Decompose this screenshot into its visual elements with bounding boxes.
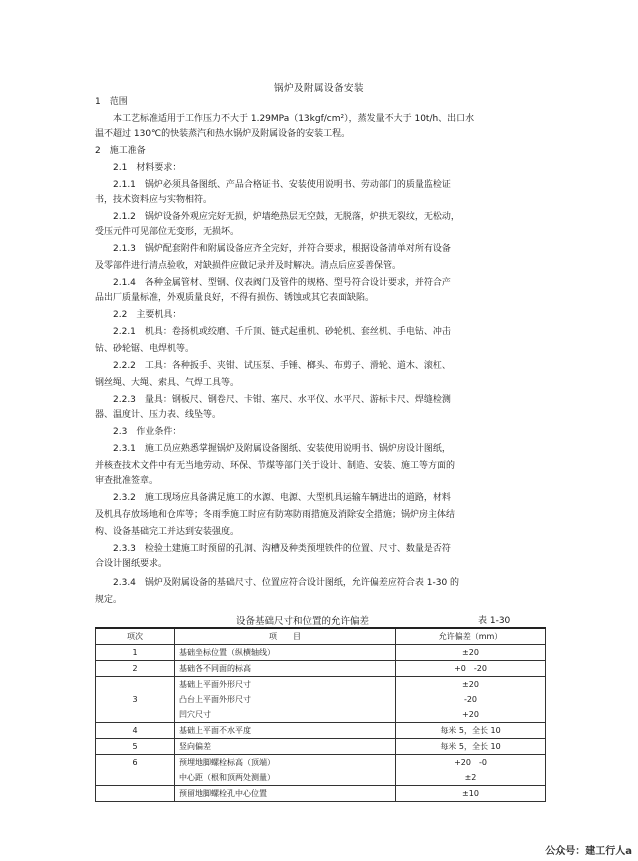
row-no: 5 bbox=[96, 739, 175, 755]
table-row bbox=[96, 723, 546, 739]
text-line: 及机具存放场地和仓库等；冬雨季施工时应有防寒防雨措施及消除安全措施；锅炉房主体结 bbox=[95, 510, 456, 520]
text-line: 2.2 主要机具： bbox=[95, 310, 182, 320]
text-line: 温不超过 130℃的快装蒸汽和热水锅炉及附属设备的安装工程。 bbox=[95, 129, 351, 139]
row-item: 基础各不同面的标高 bbox=[175, 661, 396, 677]
table-row bbox=[96, 739, 546, 755]
text-line: 受压元件可见部位无变形，无损坏。 bbox=[95, 227, 240, 237]
row-item: 凹穴尺寸 bbox=[175, 707, 396, 723]
row-item: 基础坐标位置（纵横轴线） bbox=[175, 645, 396, 661]
row-no bbox=[96, 786, 175, 802]
row-tolerance: -20 bbox=[396, 692, 546, 707]
tolerance-table bbox=[95, 627, 546, 802]
text-line: 器、温度计、压力表、线坠等。 bbox=[95, 410, 222, 420]
row-item: 预留地脚螺栓孔中心位置 bbox=[175, 786, 396, 802]
text-line: 2.1.2 锅炉设备外观应完好无损，炉墙绝热层无空鼓，无脱落，炉拱无裂纹，无松动， bbox=[95, 212, 460, 222]
watermark-footer: 公众号：建工行人a bbox=[545, 846, 632, 857]
text-line: 2.3.4 锅炉及附属设备的基础尺寸、位置应符合设计图纸，允许偏差应符合表 1-30 的 bbox=[95, 578, 460, 588]
row-item: 凸台上平面外形尺寸 bbox=[175, 692, 396, 707]
row-no: 3 bbox=[96, 677, 175, 723]
text-line: 2 施工准备 bbox=[95, 146, 146, 156]
text-line: 规定。 bbox=[95, 595, 123, 605]
text-line: 及零部件进行清点验收，对缺损件应做记录并及时解决。清点后应妥善保管。 bbox=[95, 261, 402, 271]
table-title: 设备基础尺寸和位置的允许偏差 bbox=[236, 616, 370, 627]
text-line: 钢丝绳、大绳、索具、气焊工具等。 bbox=[95, 378, 240, 388]
table-row bbox=[96, 755, 546, 771]
text-line: 钻、砂轮锯、电焊机等。 bbox=[95, 344, 195, 354]
text-line: 2.3 作业条件： bbox=[95, 427, 182, 437]
table-header-row bbox=[96, 628, 546, 645]
text-line: 2.2.1 机具：卷扬机或绞磨、千斤顶、链式起重机、砂轮机、套丝机、手电钻、冲击 bbox=[95, 327, 451, 337]
text-line: 2.2.3 量具：钢板尺、钢卷尺、卡钳、塞尺、水平仪、水平尺、游标卡尺、焊缝检测 bbox=[95, 395, 451, 405]
row-tolerance: +0 -20 bbox=[396, 661, 546, 677]
row-no: 1 bbox=[96, 645, 175, 661]
table-row bbox=[96, 786, 546, 802]
text-line: 并核查技术文件中有无当地劳动、环保、节煤等部门关于设计、制造、安装、施工等方面的 bbox=[95, 461, 456, 471]
row-item: 中心距（根和顶两处测量） bbox=[175, 770, 396, 786]
text-line: 本工艺标准适用于工作压力不大于 1.29MPa（13kgf/cm²），蒸发量不大于 10t/h、出口水 bbox=[95, 114, 475, 124]
row-item: 基础上平面不水平度 bbox=[175, 723, 396, 739]
header-no: 项次 bbox=[96, 628, 175, 645]
text-line: 1 范围 bbox=[95, 97, 128, 107]
row-tolerance: 每米 5，全长 10 bbox=[396, 723, 546, 739]
table-row bbox=[96, 677, 546, 693]
text-line: 2.2.2 工具：各种扳手、夹钳、试压泵、手锤、榔头、布剪子、滑轮、道木、滚杠、 bbox=[95, 361, 451, 371]
row-no: 4 bbox=[96, 723, 175, 739]
text-line: 合设计图纸要求。 bbox=[95, 559, 168, 569]
text-line: 构、设备基础完工并达到安装强度。 bbox=[95, 527, 240, 537]
row-tolerance: 每米 5，全长 10 bbox=[396, 739, 546, 755]
row-no: 6 bbox=[96, 755, 175, 786]
row-item: 预埋地脚螺栓标高（顶端） bbox=[175, 755, 396, 771]
text-line: 2.1.1 锅炉必须具备图纸、产品合格证书、安装使用说明书、劳动部门的质量监检证 bbox=[95, 180, 451, 190]
row-tolerance: ±10 bbox=[396, 786, 546, 802]
table-row bbox=[96, 645, 546, 661]
doc-title: 锅炉及附属设备安装 bbox=[273, 83, 364, 94]
row-no: 2 bbox=[96, 661, 175, 677]
table-number: 表 1-30 bbox=[478, 616, 511, 626]
row-item: 竖向偏差 bbox=[175, 739, 396, 755]
header-item: 项 目 bbox=[175, 628, 396, 645]
table-row bbox=[96, 661, 546, 677]
text-line: 2.3.2 施工现场应具备满足施工的水源、电源、大型机具运输车辆进出的道路，材料 bbox=[95, 493, 451, 503]
text-line: 2.3.1 施工员应熟悉掌握锅炉及附属设备图纸、安装使用说明书、锅炉房设计图纸， bbox=[95, 444, 451, 454]
text-line: 2.1.4 各种金属管材、型钢、仪表阀门及管件的规格、型号符合设计要求，并符合产 bbox=[95, 278, 451, 288]
text-line: 品出厂质量标准，外观质量良好，不得有损伤、锈蚀或其它表面缺陷。 bbox=[95, 293, 375, 303]
row-item: 基础上平面外形尺寸 bbox=[175, 677, 396, 693]
text-line: 2.1 材料要求： bbox=[95, 163, 182, 173]
text-line: 书，技术资料应与实物相符。 bbox=[95, 195, 213, 205]
row-tolerance: ±20 bbox=[396, 645, 546, 661]
row-tolerance: ±20 bbox=[396, 677, 546, 693]
row-tolerance: ±2 bbox=[396, 770, 546, 786]
row-tolerance: +20 -0 bbox=[396, 755, 546, 771]
text-line: 2.3.3 检验土建施工时预留的孔洞、沟槽及种类预埋铁件的位置、尺寸、数量是否符 bbox=[95, 544, 451, 554]
header-tolerance: 允许偏差（mm） bbox=[396, 628, 546, 645]
row-tolerance: +20 bbox=[396, 707, 546, 723]
text-line: 2.1.3 锅炉配套附件和附属设备应齐全完好，并符合要求，根据设备清单对所有设备 bbox=[95, 244, 451, 254]
text-line: 审查批准签章。 bbox=[95, 476, 159, 486]
